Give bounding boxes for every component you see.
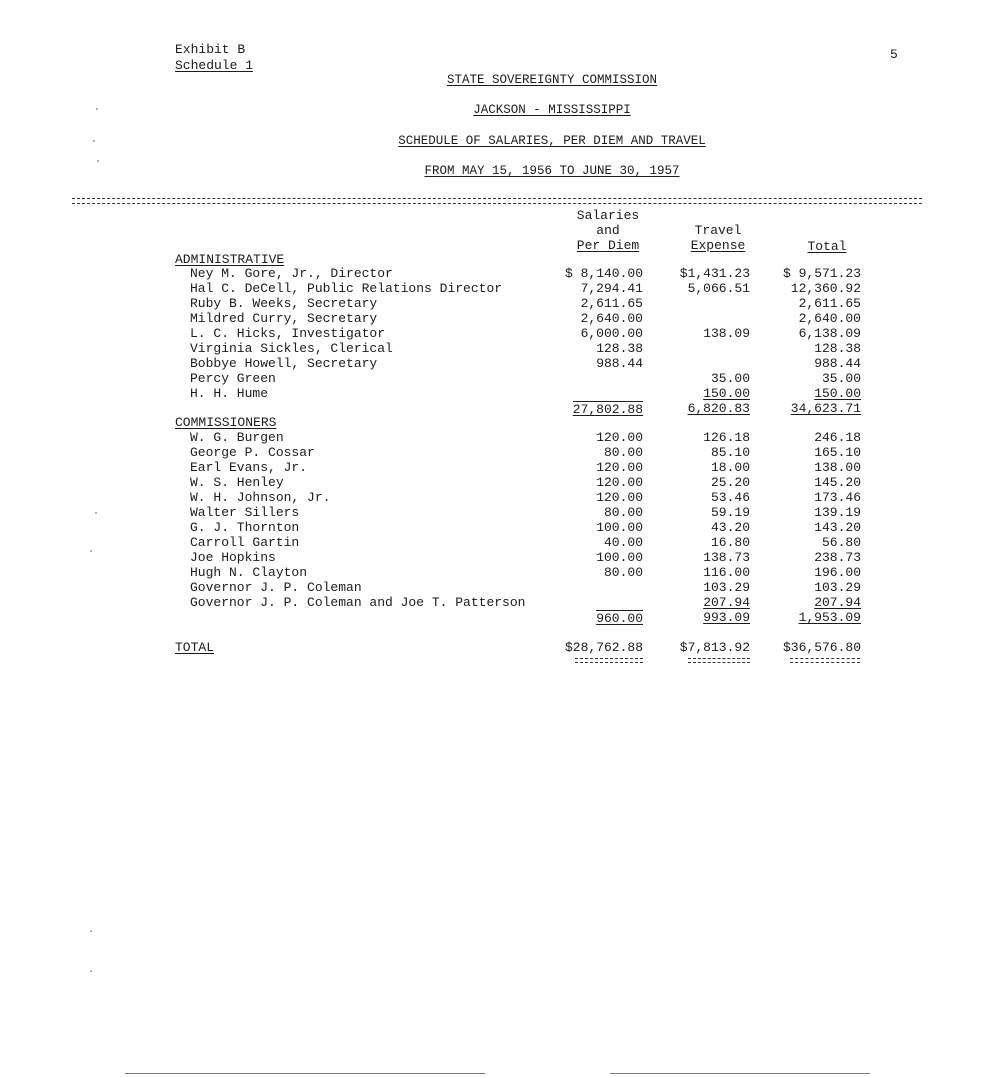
row-travel: 25.20 <box>710 475 750 490</box>
page-number: 5 <box>890 47 898 62</box>
scan-speck <box>97 160 99 162</box>
scan-edge-line <box>610 1073 870 1074</box>
section-label: COMMISSIONERS <box>175 415 277 430</box>
table-row <box>0 296 984 311</box>
table-row <box>0 460 984 475</box>
row-total: 12,360.92 <box>790 281 861 296</box>
row-salary: 988.44 <box>596 356 643 371</box>
row-name: H. H. Hume <box>190 386 269 401</box>
row-name: Bobbye Howell, Secretary <box>190 356 378 371</box>
row-total: 35.00 <box>821 371 861 386</box>
col-salaries-line3: Per Diem <box>576 238 640 253</box>
row-salary: 2,611.65 <box>580 296 643 311</box>
row-salary: 128.38 <box>596 341 643 356</box>
row-travel: 16.80 <box>710 535 750 550</box>
grand-total-label: TOTAL <box>175 640 215 655</box>
row-salary: 80.00 <box>603 505 643 520</box>
row-travel: 35.00 <box>710 371 750 386</box>
table-row <box>0 475 984 490</box>
row-total: 128.38 <box>814 341 861 356</box>
row-total: 173.46 <box>814 490 861 505</box>
row-salary: 7,294.41 <box>580 281 643 296</box>
row-total: 103.29 <box>814 580 861 595</box>
table-row <box>0 445 984 460</box>
row-travel: $1,431.23 <box>679 266 750 281</box>
table-row <box>0 371 984 386</box>
double-rule-total <box>790 658 860 663</box>
row-total: 56.80 <box>821 535 861 550</box>
subtotal-row-administrative <box>0 401 984 416</box>
row-name: Ney M. Gore, Jr., Director <box>190 266 393 281</box>
row-travel: 5,066.51 <box>687 281 750 296</box>
grand-total-total: $36,576.80 <box>782 640 861 655</box>
table-row <box>0 565 984 580</box>
grand-total-salary: $28,762.88 <box>564 640 643 655</box>
subtotal-travel: 6,820.83 <box>687 401 750 416</box>
scan-speck <box>93 140 95 142</box>
table-row <box>0 490 984 505</box>
table-row <box>0 266 984 281</box>
row-total: 207.94 <box>814 595 861 610</box>
row-name: W. H. Johnson, Jr. <box>190 490 331 505</box>
row-name: W. S. Henley <box>190 475 284 490</box>
row-name: Virginia Sickles, Clerical <box>190 341 393 356</box>
subtotal-salary: 27,802.88 <box>572 402 643 417</box>
row-travel: 126.18 <box>703 430 750 445</box>
table-row <box>0 520 984 535</box>
row-salary: 120.00 <box>596 430 643 445</box>
table-row <box>0 430 984 445</box>
grand-total-travel: $7,813.92 <box>679 640 750 655</box>
row-travel: 18.00 <box>710 460 750 475</box>
table-row <box>0 580 984 595</box>
schedule-label: Schedule 1 <box>175 58 254 73</box>
section-administrative <box>0 252 984 267</box>
row-name: Joe Hopkins <box>190 550 276 565</box>
subtotal-salary: 960.00 <box>596 611 643 626</box>
title-location: JACKSON - MISSISSIPPI <box>473 103 631 117</box>
row-salary: 100.00 <box>596 550 643 565</box>
row-travel: 43.20 <box>710 520 750 535</box>
grand-total-row <box>0 640 984 655</box>
row-total: 165.10 <box>814 445 861 460</box>
subtotal-row-commissioners <box>0 610 984 625</box>
row-travel: 59.19 <box>710 505 750 520</box>
row-total: 138.00 <box>814 460 861 475</box>
col-salaries-line1: Salaries <box>576 208 640 223</box>
subtotal-total: 34,623.71 <box>790 401 861 416</box>
row-travel: 138.73 <box>703 550 750 565</box>
row-name: George P. Cossar <box>190 445 315 460</box>
table-row <box>0 535 984 550</box>
row-salary: 40.00 <box>603 535 643 550</box>
table-row <box>0 356 984 371</box>
row-name: L. C. Hicks, Investigator <box>190 326 386 341</box>
row-total: $ 9,571.23 <box>782 266 861 281</box>
row-total: 246.18 <box>814 430 861 445</box>
row-travel: 103.29 <box>703 580 750 595</box>
row-travel: 85.10 <box>710 445 750 460</box>
title-period: FROM MAY 15, 1956 TO JUNE 30, 1957 <box>424 164 680 178</box>
scan-edge-line <box>125 1073 485 1074</box>
title-commission: STATE SOVEREIGNTY COMMISSION <box>446 73 658 87</box>
scan-speck <box>95 512 97 514</box>
table-row <box>0 311 984 326</box>
col-salaries-line2: and <box>596 223 620 238</box>
col-travel-line2: Expense <box>690 238 746 253</box>
col-travel-line1: Travel <box>694 223 742 238</box>
row-name: W. G. Burgen <box>190 430 284 445</box>
row-salary: 2,640.00 <box>580 311 643 326</box>
table-row <box>0 505 984 520</box>
row-total: 2,611.65 <box>798 296 861 311</box>
row-total: 238.73 <box>814 550 861 565</box>
row-total: 143.20 <box>814 520 861 535</box>
title-schedule: SCHEDULE OF SALARIES, PER DIEM AND TRAVEL <box>398 134 706 148</box>
table-row <box>0 326 984 341</box>
row-name: Governor J. P. Coleman <box>190 580 362 595</box>
table-row <box>0 281 984 296</box>
row-salary: 120.00 <box>596 460 643 475</box>
scan-speck <box>96 108 98 110</box>
row-name: G. J. Thornton <box>190 520 300 535</box>
row-total: 2,640.00 <box>798 311 861 326</box>
row-name: Carroll Gartin <box>190 535 300 550</box>
scan-speck <box>90 970 92 972</box>
row-travel: 150.00 <box>703 386 750 401</box>
row-salary: $ 8,140.00 <box>564 266 643 281</box>
table-row <box>0 550 984 565</box>
row-travel: 138.09 <box>703 326 750 341</box>
row-salary: 80.00 <box>603 565 643 580</box>
double-rule-salary <box>575 658 643 663</box>
double-rule-travel <box>688 658 750 663</box>
row-salary: 100.00 <box>596 520 643 535</box>
table-row <box>0 595 984 610</box>
row-travel: 116.00 <box>703 565 750 580</box>
row-total: 139.19 <box>814 505 861 520</box>
row-salary: 80.00 <box>603 445 643 460</box>
row-salary: 120.00 <box>596 490 643 505</box>
row-total: 145.20 <box>814 475 861 490</box>
section-label: ADMINISTRATIVE <box>175 252 285 267</box>
row-travel: 53.46 <box>710 490 750 505</box>
table-row <box>0 386 984 401</box>
section-commissioners <box>0 415 984 430</box>
row-name: Ruby B. Weeks, Secretary <box>190 296 378 311</box>
row-total: 150.00 <box>814 386 861 401</box>
col-total: Total <box>807 239 847 254</box>
row-salary: 120.00 <box>596 475 643 490</box>
row-name: Mildred Curry, Secretary <box>190 311 378 326</box>
row-total: 6,138.09 <box>798 326 861 341</box>
row-salary: 6,000.00 <box>580 326 643 341</box>
subtotal-total: 1,953.09 <box>798 610 861 625</box>
subtotal-travel: 993.09 <box>703 610 750 625</box>
scan-speck <box>90 550 92 552</box>
row-total: 988.44 <box>814 356 861 371</box>
row-name: Percy Green <box>190 371 276 386</box>
row-name: Earl Evans, Jr. <box>190 460 308 475</box>
row-travel: 207.94 <box>703 595 750 610</box>
row-name: Governor J. P. Coleman and Joe T. Patterson <box>190 595 526 610</box>
row-name: Hal C. DeCell, Public Relations Director <box>190 281 503 296</box>
row-total: 196.00 <box>814 565 861 580</box>
table-row <box>0 341 984 356</box>
scan-speck <box>90 930 92 932</box>
exhibit-label: Exhibit B <box>175 42 246 57</box>
header-rule <box>72 198 922 204</box>
row-name: Hugh N. Clayton <box>190 565 308 580</box>
row-name: Walter Sillers <box>190 505 300 520</box>
